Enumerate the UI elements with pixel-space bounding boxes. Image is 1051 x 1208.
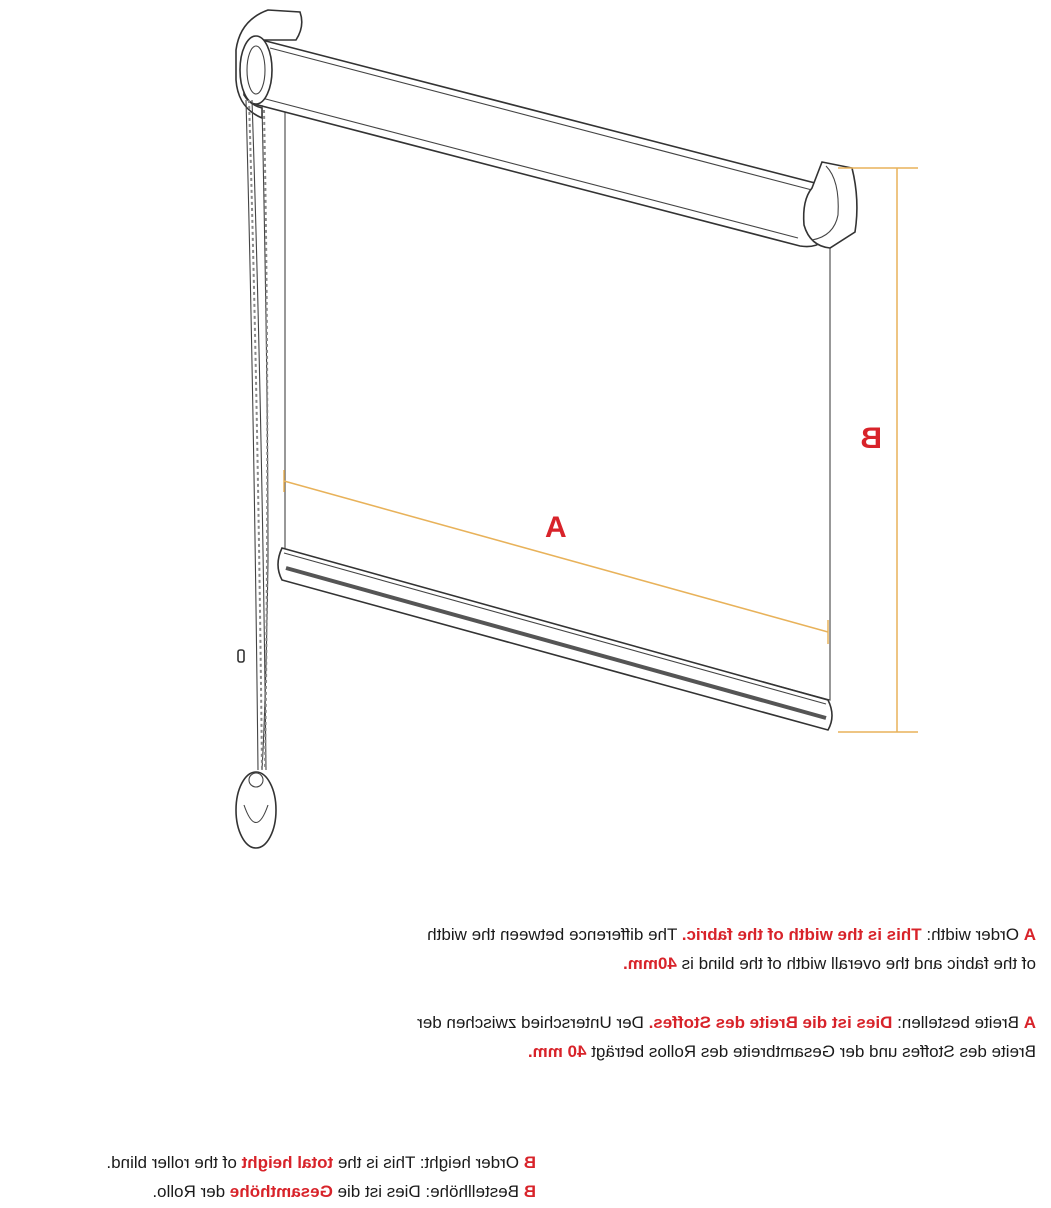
note-b-de-key: B — [523, 1182, 536, 1201]
note-b-en-highlight: total height — [241, 1153, 334, 1172]
note-b-en-text1: Order height: This is the — [333, 1153, 524, 1172]
note-b-en-key: B — [523, 1153, 536, 1172]
note-b-en-text2: of the roller blind. — [106, 1153, 242, 1172]
note-a-en-text1: Order width: — [921, 925, 1024, 944]
pull-chain — [238, 100, 268, 770]
dimension-b — [838, 168, 918, 732]
note-b-de-text2: der Rollo. — [152, 1182, 230, 1201]
note-a-en-line2 — [427, 949, 1036, 978]
note-a-en-highlight2: 40mm. — [623, 954, 677, 973]
note-a-en-highlight1: This is the width of the fabric. — [681, 925, 922, 944]
dimension-a — [284, 470, 828, 644]
note-a-en — [0, 920, 1051, 980]
note-a-de-text2: Der Unterschied zwischen der — [417, 1013, 649, 1032]
note-b-de-text1: Bestellhöhe: Dies ist die — [332, 1182, 524, 1201]
note-a-en-text2: The difference between the width — [427, 925, 682, 944]
note-a-de-line1 — [417, 1008, 1036, 1037]
right-end-cap — [804, 162, 857, 248]
bottom-rail — [278, 548, 832, 730]
roller-tube — [239, 40, 834, 247]
note-a-en-text3: of the fabric and the overall width of the blind is — [676, 954, 1036, 973]
note-a-de-line2 — [417, 1037, 1036, 1066]
note-a-de-key: A — [1023, 1013, 1036, 1032]
note-b-en — [106, 1148, 536, 1177]
note-a-en-key: A — [1023, 925, 1036, 944]
chain-weight — [236, 772, 276, 848]
note-a-de — [0, 1008, 1051, 1068]
note-b-de-highlight: Gesamthöhe — [229, 1182, 333, 1201]
note-a-de-highlight1: Dies ist die Breite des Stoffes. — [648, 1013, 893, 1032]
dimension-b-label: B — [860, 422, 882, 455]
note-a-en-line1 — [427, 920, 1036, 949]
note-a-de-text1: Breite bestellen: — [892, 1013, 1024, 1032]
note-a-de-highlight2: 40 mm. — [527, 1042, 587, 1061]
dimension-a-label: A — [545, 511, 567, 544]
note-b-de — [106, 1177, 536, 1206]
note-a-de-text3: Breite des Stoffes und der Gesamtbreite des Rollos beträgt — [586, 1042, 1036, 1061]
note-b — [0, 1148, 1051, 1208]
